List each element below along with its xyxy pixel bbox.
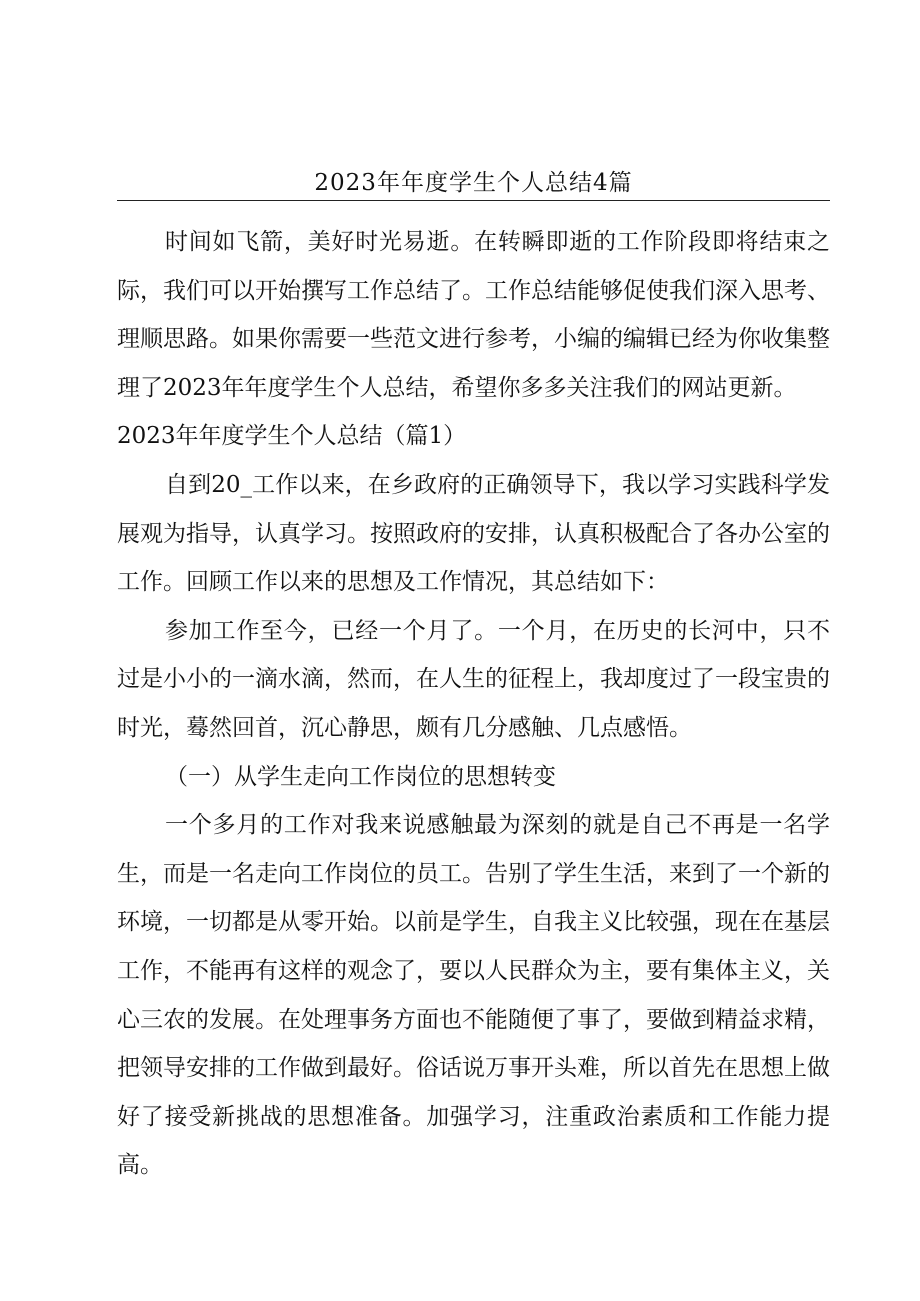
body-paragraph: 参加工作至今，已经一个月了。一个月，在历史的长河中，只不过是小小的一滴水滴，然而，在人生的征程上，我却度过了一段宝贵的时光，蓦然回首，沉心静思，颇有几分感触、几点感悟。: [117, 617, 830, 741]
document-body: [117, 218, 830, 1190]
title-underline: [117, 200, 830, 201]
section-heading: 2023年年度学生个人总结（篇1）: [117, 423, 467, 450]
body-paragraph: 自到20_工作以来，在乡政府的正确领导下，我以学习实践科学发展观为指导，认真学习。按照政府的安排，认真积极配合了各办公室的工作。回顾工作以来的思想及工作情况，其总结如下：: [117, 471, 830, 596]
body-paragraph: 一个多月的工作对我来说感触最为深刻的就是自己不再是一名学生，而是一名走向工作岗位的员工。告别了学生生活，来到了一个新的环境，一切都是从零开始。以前是学生，自我主义比较强，现在在基层工作，不能再有这样的观念了，要以人民群众为主，要有集体主义，关心三农的发展。在处理事务方面也不能随便了事了，要做到精益求精，把领导安排的工作做到最好。俗话说万事开头难，所以首先在思想上做好了接受新挑战的思想准备。加强学习，注重政治素质和工作能力提高。: [117, 812, 830, 1179]
document-title: 2023年年度学生个人总结4篇: [314, 170, 633, 196]
subsection-heading: （一）从学生走向工作岗位的思想转变: [165, 763, 556, 790]
intro-paragraph: 时间如飞箭，美好时光易逝。在转瞬即逝的工作阶段即将结束之际，我们可以开始撰写工作总结了。工作总结能够促使我们深入思考、理顺思路。如果你需要一些范文进行参考，小编的编辑已经为你收集整理了2023年年度学生个人总结，希望你多多关注我们的网站更新。: [117, 229, 830, 401]
